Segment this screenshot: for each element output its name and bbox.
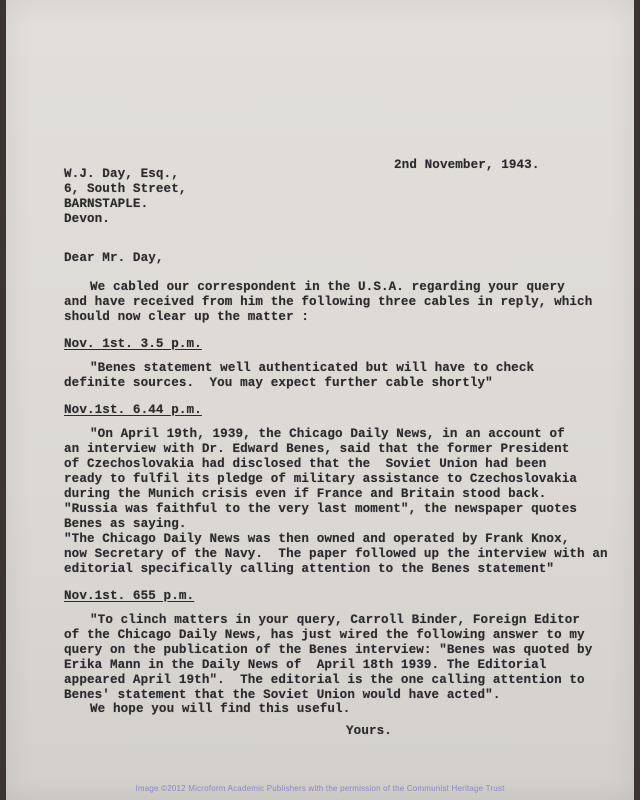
cable-line: Erika Mann in the Daily News of April 18th 1939. The Editorial — [64, 658, 547, 672]
intro-line: and have received from him the following three cables in reply, which — [64, 295, 593, 309]
letter-date: 2nd November, 1943. — [394, 158, 540, 172]
letter-page — [6, 0, 634, 800]
cable-line: definite sources. You may expect further cable shortly" — [64, 376, 493, 390]
cable-line: "On April 19th, 1939, the Chicago Daily News, in an account of — [90, 427, 565, 441]
intro-line: We cabled our correspondent in the U.S.A. regarding your query — [90, 280, 565, 294]
sign-off: Yours. — [346, 724, 392, 738]
cable-line: "Benes statement well authenticated but will have to check — [90, 361, 535, 375]
cable-heading: Nov.1st. 655 p.m. — [64, 589, 195, 603]
cable-line: "To clinch matters in your query, Carroll Binder, Foreign Editor — [90, 613, 581, 627]
cable-line: during the Munich crisis even if France and Britain stood back. — [64, 487, 547, 501]
cable-line: ready to fulfil its pledge of military assistance to Czechoslovakia — [64, 472, 578, 486]
address-line: Devon. — [64, 212, 110, 226]
cable-line: Benes' statement that the Soviet Union would have acted". — [64, 688, 501, 702]
cable-line: editorial specifically calling attention to the Benes statement" — [64, 562, 555, 576]
intro-line: should now clear up the matter : — [64, 310, 310, 324]
salutation: Dear Mr. Day, — [64, 251, 164, 265]
cable-line: of the Chicago Daily News, has just wired the following answer to my — [64, 628, 585, 642]
cable-line: "Russia was faithful to the very last moment", the newspaper quotes — [64, 502, 578, 516]
closing-line: We hope you will find this useful. — [90, 702, 351, 716]
cable-line: appeared April 19th". The editorial is the one calling attention to — [64, 673, 585, 687]
cable-line: query on the publication of the Benes interview: "Benes was quoted by — [64, 643, 593, 657]
address-line: W.J. Day, Esq., — [64, 167, 179, 181]
cable-line: now Secretary of the Navy. The paper followed up the interview with an — [64, 547, 608, 561]
cable-line: Benes as saying. — [64, 517, 187, 531]
cable-line: "The Chicago Daily News was then owned and operated by Frank Knox, — [64, 532, 570, 546]
cable-line: an interview with Dr. Edward Benes, said that the former President — [64, 442, 570, 456]
cable-heading: Nov. 1st. 3.5 p.m. — [64, 337, 202, 351]
cable-line: of Czechoslovakia had disclosed that the Soviet Union had been — [64, 457, 547, 471]
copyright-footer: Image ©2012 Microform Academic Publishers with the permission of the Communist Heritage Trust — [135, 784, 505, 793]
address-line: BARNSTAPLE. — [64, 197, 149, 211]
address-line: 6, South Street, — [64, 182, 187, 196]
cable-heading: Nov.1st. 6.44 p.m. — [64, 403, 202, 417]
